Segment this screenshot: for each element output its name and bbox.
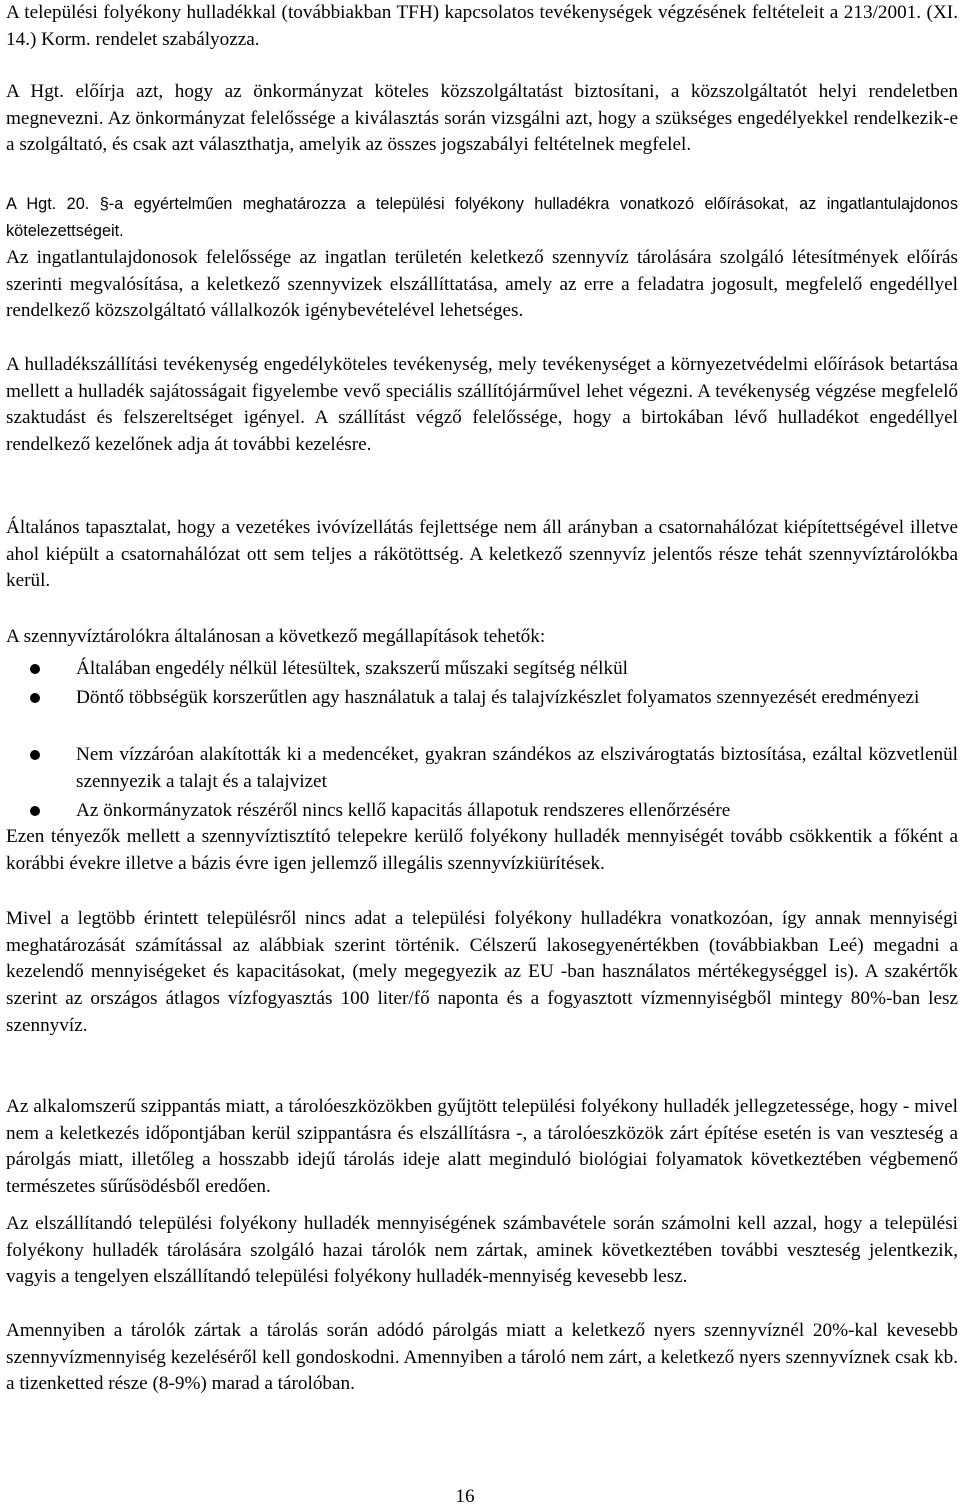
paragraph-owner-responsibility: Az ingatlantulajdonosok felelőssége az ingatlan területén keletkező szennyvíz tárolására szolgáló létesítmények előírás szerinti megvalósítása, a keletkező szennyvizek elszállíttatása, amely az erre a feladatra jogosult, megfelelő engedéllyel rendelkező közszolgáltató vállalkozók igénybevételével lehetséges. [6, 247, 958, 322]
bullet-dot-icon [30, 693, 40, 703]
paragraph-general-experience: Általános tapasztalat, hogy a vezetékes ivóvízellátás fejlettsége nem áll arányban a csatornahálózat kiépítettségével illetve ahol kiépült a csatornahálózat ott sem teljes a rákötöttség. A keletkező szennyvíz jelentős része tehát szennyvíztárolókba kerül. [6, 517, 958, 592]
paragraph-transport-activity: A hulladékszállítási tevékenység engedélyköteles tevékenység, mely tevékenységet a környezetvédelmi előírások betartása mellett a hulladék sajátosságait figyelembe vevő speciális szállítójárművel lehet végezni. A tevékenység végzése megfelelő szaktudást és felszereltséget igényel. A szállítást végző felelőssége, hogy a birtokában lévő hulladékot engedéllyel rendelkező kezelőnek adja át további kezelésre. [6, 354, 958, 456]
paragraph-quantity-calculation: Mivel a legtöbb érintett településről nincs adat a települési folyékony hulladékra vonatkozóan, így annak mennyiségi meghatározását számítással az alábbiak szerint történik. Célszerű lakosegyenértékben (továbbiakban Leé) megadni a kezelendő mennyiségeket és kapacitásokat, (mely megegyezik az EU -ban használatos mértékegységgel is). A szakértők szerint az országos átlagos vízfogyasztás 100 liter/fő naponta és a fogyasztott vízmennyiségből mintegy 80%-ban lesz szennyvíz. [6, 908, 958, 1036]
paragraph-transport-quantity: Az elszállítandó települési folyékony hulladék mennyiségének számbavétele során számolni kell azzal, hogy a települési folyékony hulladék tárolására szolgáló hazai tárolók nem zártak, aminek következtében további veszteség jelentkezik, vagyis a tengelyen elszállítandó települési folyékony hulladék-mennyiség kevesebb lesz. [6, 1213, 958, 1288]
paragraph-occasional-suction: Az alkalomszerű szippantás miatt, a tárolóeszközökben gyűjtött települési folyékony hulladék jellegzetessége, hogy - mivel nem a keletkezés időpontjában kerül szippantásra és elszállításra -, a tárolóeszközök zárt építése esetén is van veszteség a párolgás miatt, illetőleg a hosszabb idejű tárolás ideje alatt meginduló biológiai folyamatok következtében végbemenő természetes sűrűsödésből eredően. [6, 1096, 958, 1198]
page-number: 16 [455, 1486, 475, 1507]
paragraph-illegal-discharge: Ezen tényezők mellett a szennyvíztisztító telepekre kerülő folyékony hulladék mennyiségét tovább csökkentik a főként a korábbi évekre illetve a bázis évre igen jellemző illegális szennyvízkiürítések. [6, 826, 958, 874]
bullet-dot-icon [30, 806, 40, 816]
list-item: Döntő többségük korszerűtlen agy használatuk a talaj és talajvízkészlet folyamatos szennyezését eredményezi [76, 687, 920, 708]
list-item: Általában engedély nélkül létesültek, szakszerű műszaki segítség nélkül [76, 658, 628, 679]
paragraph-list-intro: A szennyvíztárolókra általánosan a következő megállapítások tehetők: [6, 626, 546, 647]
paragraph-closed-tanks: Amennyiben a tárolók zártak a tárolás során adódó párolgás miatt a keletkező nyers szennyvíznél 20%-kal kevesebb szennyvízmennyiség kezeléséről kell gondoskodni. Amennyiben a tároló nem zárt, a keletkező nyers szennyvíznek csak kb. a tizenketted része (8-9%) marad a tárolóban. [6, 1320, 958, 1395]
paragraph-hgt-obligation: A Hgt. előírja azt, hogy az önkormányzat köteles közszolgáltatást biztosítani, a közszolgáltatót helyi rendeletben megnevezni. Az önkormányzat felelőssége a kiválasztás során vizsgálni azt, hogy a szükséges engedélyekkel rendelkezik-e a szolgáltató, és csak azt választhatja, amelyik az összes jogszabályi feltételnek megfelel. [6, 81, 958, 156]
paragraph-intro: A települési folyékony hulladékkal (továbbiakban TFH) kapcsolatos tevékenységek végzésének feltételeit a 213/2001. (XI. 14.) Korm. rendelet szabályozza. [6, 2, 958, 50]
list-item: Nem vízzáróan alakították ki a medencéket, gyakran szándékos az elszivárogtatás biztosítása, ezáltal közvetlenül szennyezik a talajt és a talajvizet [76, 744, 958, 792]
list-item: Az önkormányzatok részéről nincs kellő kapacitás állapotuk rendszeres ellenőrzésére [76, 800, 731, 821]
paragraph-hgt-20: A Hgt. 20. §-a egyértelműen meghatározza a települési folyékony hulladékra vonatkozó előírásokat, az ingatlantulajdonos kötelezettségeit. [6, 195, 958, 240]
findings-list [0, 656, 960, 826]
bullet-dot-icon [30, 750, 40, 760]
bullet-dot-icon [30, 664, 40, 674]
